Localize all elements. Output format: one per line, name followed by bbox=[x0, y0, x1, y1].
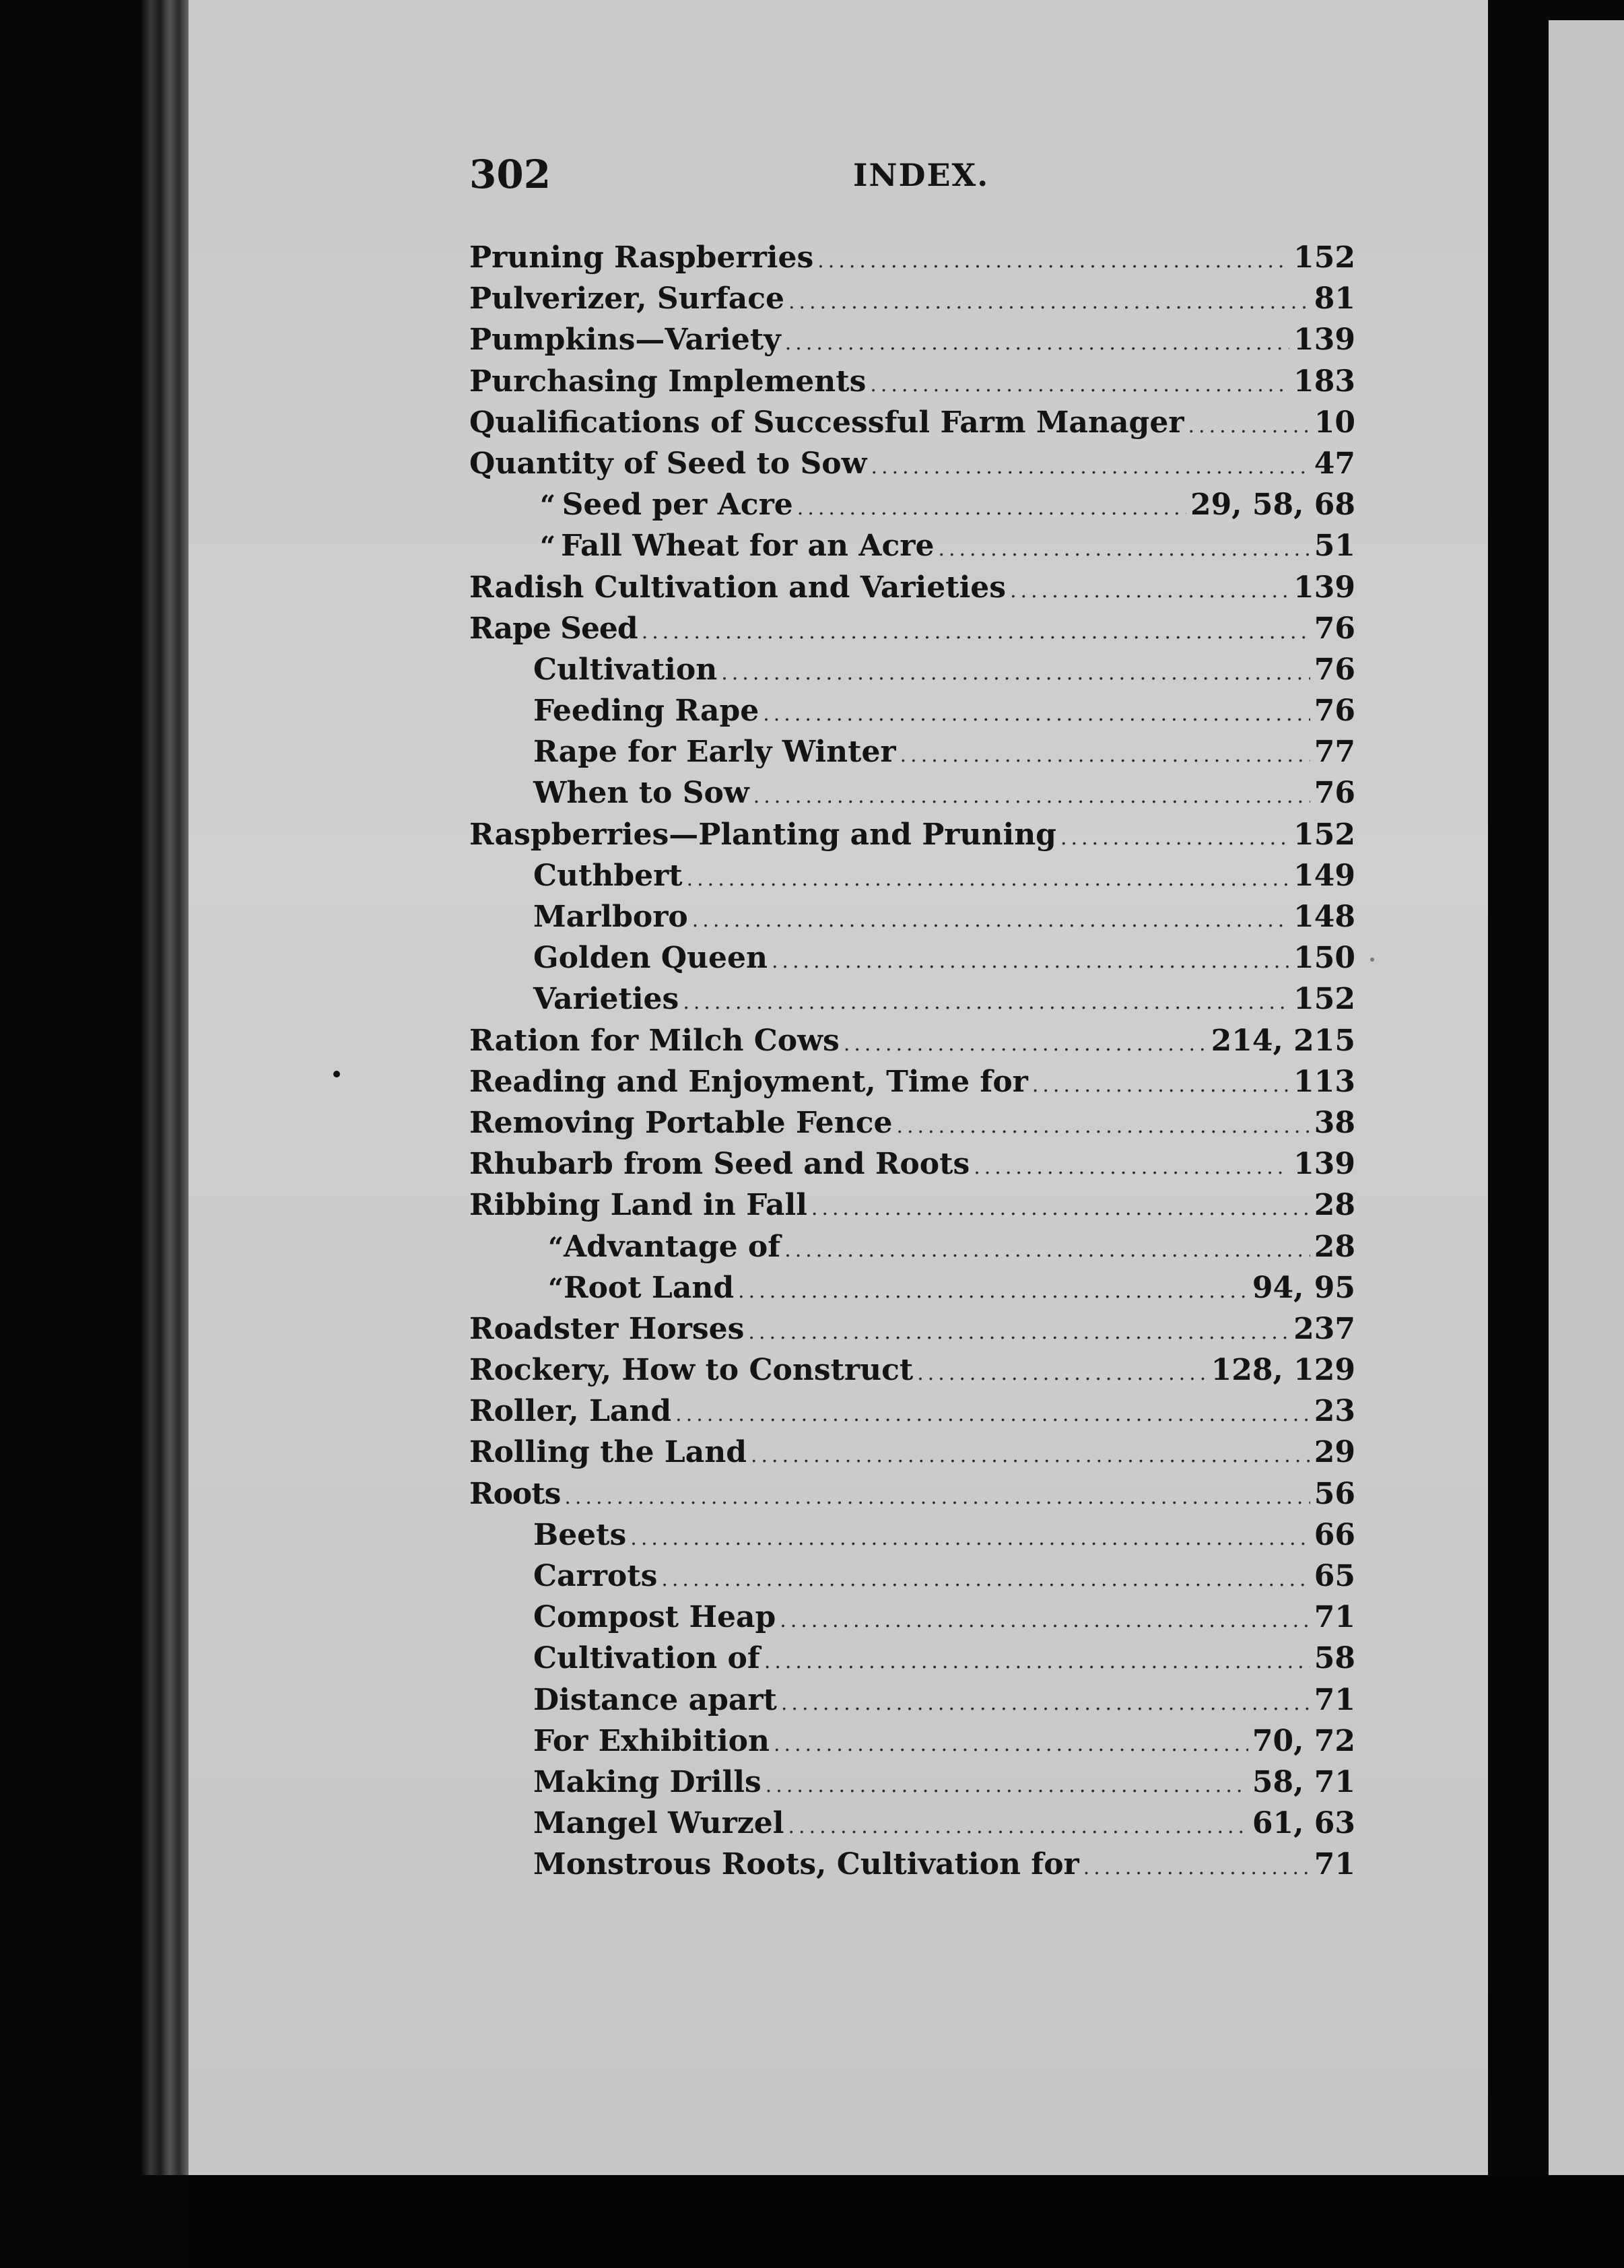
index-entry bbox=[469, 525, 1355, 566]
index-entry-pages: 76 bbox=[1314, 694, 1355, 729]
index-entry-pages: 10 bbox=[1314, 405, 1355, 440]
running-head: INDEX. bbox=[853, 157, 990, 193]
dot-leader bbox=[642, 611, 1310, 653]
index-entry-label: When to Sow bbox=[533, 776, 749, 811]
dot-leader bbox=[661, 1559, 1310, 1600]
ditto-mark: “ bbox=[548, 1231, 564, 1263]
index-entry-pages: 28 bbox=[1314, 1229, 1355, 1264]
index-entry bbox=[469, 278, 1355, 319]
index-entry-label: Compost Heap bbox=[533, 1600, 776, 1635]
index-entry bbox=[469, 1102, 1355, 1143]
index-entry-pages: 29 bbox=[1314, 1435, 1355, 1470]
index-entry-label: Monstrous Roots, Cultivation for bbox=[533, 1847, 1079, 1882]
index-entry-pages: 66 bbox=[1314, 1517, 1355, 1552]
dot-leader bbox=[753, 776, 1310, 817]
dot-leader bbox=[738, 1271, 1248, 1312]
index-entry-label: Pulverizer, Surface bbox=[469, 281, 785, 316]
index-entry-label: Ration for Milch Cows bbox=[469, 1023, 840, 1058]
ink-speck bbox=[1370, 958, 1374, 962]
dot-leader bbox=[870, 364, 1289, 405]
dot-leader bbox=[692, 900, 1289, 941]
dot-leader bbox=[781, 1683, 1310, 1724]
index-entry bbox=[469, 896, 1355, 937]
bottom-shadow bbox=[189, 2175, 1624, 2268]
index-entry bbox=[469, 1267, 1355, 1308]
index-entry-pages: 61, 63 bbox=[1252, 1806, 1355, 1841]
ditto-mark: “ bbox=[548, 1272, 564, 1304]
ink-speck bbox=[333, 1071, 340, 1077]
dot-leader bbox=[764, 1641, 1310, 1682]
index-entry bbox=[469, 1061, 1355, 1102]
book-binding-edge bbox=[141, 0, 189, 2175]
index-entry bbox=[469, 855, 1355, 896]
dot-leader bbox=[1083, 1847, 1310, 1888]
index-entry bbox=[469, 1185, 1355, 1226]
index-entry bbox=[469, 608, 1355, 649]
index-entry-label: Ribbing Land in Fall bbox=[469, 1188, 807, 1223]
index-entry bbox=[469, 1020, 1355, 1061]
index-entry-pages: 58 bbox=[1314, 1641, 1355, 1676]
index-entry-pages: 76 bbox=[1314, 776, 1355, 811]
dot-leader bbox=[974, 1147, 1289, 1188]
index-entry bbox=[469, 1308, 1355, 1349]
index-entry-pages: 76 bbox=[1314, 652, 1355, 687]
index-heading-label: Rape Seed bbox=[469, 611, 638, 646]
dot-leader bbox=[630, 1518, 1310, 1559]
dot-leader bbox=[687, 859, 1290, 900]
index-entry-pages: 71 bbox=[1314, 1847, 1355, 1882]
ditto-mark: “ bbox=[540, 531, 556, 563]
page-header bbox=[469, 152, 1358, 205]
index-entry-pages: 47 bbox=[1314, 446, 1355, 481]
index-entry-label: Roadster Horses bbox=[469, 1311, 745, 1346]
index-entry-pages: 56 bbox=[1314, 1476, 1355, 1511]
index-entry-label: Beets bbox=[533, 1517, 627, 1552]
index-heading-label: Roots bbox=[469, 1476, 561, 1511]
index-entry-label: Removing Portable Fence bbox=[469, 1105, 893, 1140]
index-entry bbox=[469, 1432, 1355, 1473]
index-entry-pages: 214, 215 bbox=[1211, 1023, 1355, 1058]
index-entry bbox=[469, 1638, 1355, 1679]
dot-leader bbox=[896, 1106, 1310, 1147]
index-entry-pages: 81 bbox=[1314, 281, 1355, 316]
index-entry-label: Rape for Early Winter bbox=[533, 735, 896, 770]
dot-leader bbox=[766, 1765, 1248, 1806]
page-number: 302 bbox=[469, 152, 551, 197]
dot-leader bbox=[772, 941, 1289, 982]
index-entry bbox=[469, 1762, 1355, 1803]
dot-leader bbox=[817, 240, 1289, 281]
dot-leader bbox=[1060, 818, 1289, 859]
index-entry bbox=[469, 1226, 1355, 1267]
index-entry-label: Rhubarb from Seed and Roots bbox=[469, 1147, 970, 1182]
index-entry-pages: 70, 72 bbox=[1252, 1723, 1355, 1758]
index-entry-pages: 71 bbox=[1314, 1600, 1355, 1635]
index-entry-pages: 139 bbox=[1293, 570, 1355, 605]
index-entry-pages: 237 bbox=[1293, 1311, 1355, 1346]
index-entry bbox=[469, 319, 1355, 360]
index-entry-pages: 71 bbox=[1314, 1682, 1355, 1717]
dot-leader bbox=[844, 1024, 1207, 1065]
index-entry-label: Cuthbert bbox=[533, 858, 683, 893]
dot-leader bbox=[675, 1394, 1310, 1435]
index-entry-label: Pruning Raspberries bbox=[469, 240, 814, 275]
index-entry-pages: 113 bbox=[1293, 1064, 1355, 1099]
dot-leader bbox=[871, 446, 1310, 488]
dot-leader bbox=[788, 281, 1310, 323]
index-entry-pages: 28 bbox=[1314, 1188, 1355, 1223]
index-entry-label: Rockery, How to Construct bbox=[469, 1353, 914, 1388]
index-entry bbox=[469, 1679, 1355, 1721]
index-entry-pages: 51 bbox=[1314, 529, 1355, 564]
index-entry-label: Making Drills bbox=[533, 1764, 762, 1799]
index-entry-label: Pumpkins—Variety bbox=[469, 323, 781, 358]
dot-leader bbox=[788, 1806, 1248, 1847]
index-entry-pages: 148 bbox=[1293, 900, 1355, 934]
dot-leader bbox=[1032, 1065, 1289, 1106]
index-entry-label: Golden Queen bbox=[533, 941, 768, 976]
index-entry bbox=[469, 237, 1355, 278]
index-entry-label: Raspberries—Planting and Pruning bbox=[469, 817, 1056, 852]
index-entry-label: Quantity of Seed to Sow bbox=[469, 446, 867, 481]
index-entry bbox=[469, 443, 1355, 484]
index-entry-pages: 58, 71 bbox=[1252, 1764, 1355, 1799]
index-entry bbox=[469, 937, 1355, 978]
index-entry-pages: 152 bbox=[1293, 817, 1355, 852]
index-entry-label: Advantage of bbox=[564, 1229, 781, 1264]
dot-leader bbox=[917, 1353, 1207, 1394]
index-entry-pages: 38 bbox=[1314, 1105, 1355, 1140]
index-entry-pages: 76 bbox=[1314, 611, 1355, 646]
dot-leader bbox=[938, 529, 1310, 570]
index-entry bbox=[469, 1556, 1355, 1597]
dot-leader bbox=[748, 1312, 1289, 1353]
dot-leader bbox=[1188, 405, 1310, 446]
index-entry-pages: 183 bbox=[1293, 364, 1355, 399]
index-entry-pages: 152 bbox=[1293, 240, 1355, 275]
index-entry bbox=[469, 1473, 1355, 1514]
index-entry-pages: 94, 95 bbox=[1252, 1270, 1355, 1305]
index-entry bbox=[469, 402, 1355, 443]
index-entry bbox=[469, 1391, 1355, 1432]
index-entry bbox=[469, 1597, 1355, 1638]
index-entry-label: Seed per Acre bbox=[562, 488, 793, 523]
dot-leader bbox=[1010, 570, 1289, 611]
index-entry bbox=[469, 731, 1355, 772]
dot-leader bbox=[797, 488, 1186, 529]
index-entry bbox=[469, 1514, 1355, 1556]
index-entry-label: Radish Cultivation and Varieties bbox=[469, 570, 1007, 605]
index-entry-pages: 150 bbox=[1293, 941, 1355, 976]
dot-leader bbox=[780, 1600, 1310, 1641]
index-entry bbox=[469, 978, 1355, 1020]
index-entry-pages: 152 bbox=[1293, 982, 1355, 1017]
index-entry-pages: 77 bbox=[1314, 735, 1355, 770]
index-entry-label: Roller, Land bbox=[469, 1394, 672, 1429]
dot-leader bbox=[774, 1724, 1248, 1765]
index-entry bbox=[469, 1143, 1355, 1185]
ditto-mark: “ bbox=[540, 490, 556, 522]
index-entry-label: Cultivation of bbox=[533, 1641, 760, 1676]
dot-leader bbox=[751, 1435, 1310, 1476]
index-entry-label: Marlboro bbox=[533, 900, 688, 934]
index-entry bbox=[469, 484, 1355, 525]
index-entry-label: Cultivation bbox=[533, 652, 718, 687]
index-entry-pages: 65 bbox=[1314, 1559, 1355, 1593]
index-entry bbox=[469, 567, 1355, 608]
dot-leader bbox=[785, 323, 1289, 364]
index-entry-pages: 139 bbox=[1293, 323, 1355, 358]
index-entry-label: Varieties bbox=[533, 982, 679, 1017]
dot-leader bbox=[721, 653, 1310, 694]
dot-leader bbox=[811, 1188, 1310, 1229]
index-entry-pages: 23 bbox=[1314, 1394, 1355, 1429]
index-entry-label: Fall Wheat for an Acre bbox=[561, 529, 935, 564]
index-entry-pages: 29, 58, 68 bbox=[1190, 488, 1355, 523]
index-entry bbox=[469, 1349, 1355, 1391]
index-entry-label: Feeding Rape bbox=[533, 694, 759, 729]
index-entry-label: For Exhibition bbox=[533, 1723, 770, 1758]
index-entry-label: Distance apart bbox=[533, 1682, 777, 1717]
index-entry-label: Root Land bbox=[564, 1270, 735, 1305]
index-entry bbox=[469, 1803, 1355, 1844]
dot-leader bbox=[683, 982, 1289, 1023]
index-entry bbox=[469, 772, 1355, 813]
index-entry-label: Reading and Enjoyment, Time for bbox=[469, 1064, 1028, 1099]
index-entry bbox=[469, 690, 1355, 731]
dot-leader bbox=[900, 735, 1310, 776]
index-entry bbox=[469, 1721, 1355, 1762]
index-list bbox=[469, 237, 1355, 1886]
dot-leader bbox=[763, 694, 1310, 735]
index-entry bbox=[469, 649, 1355, 690]
index-entry-label: Mangel Wurzel bbox=[533, 1806, 784, 1841]
index-entry bbox=[469, 361, 1355, 402]
dot-leader bbox=[564, 1477, 1310, 1518]
index-entry bbox=[469, 814, 1355, 855]
index-entry-pages: 139 bbox=[1293, 1147, 1355, 1182]
index-entry bbox=[469, 1844, 1355, 1885]
index-entry-label: Carrots bbox=[533, 1559, 658, 1593]
index-entry-label: Qualifications of Successful Farm Manager bbox=[469, 405, 1184, 440]
facing-page-edge bbox=[1549, 20, 1624, 2175]
index-entry-pages: 128, 129 bbox=[1211, 1353, 1355, 1388]
index-entry-label: Purchasing Implements bbox=[469, 364, 867, 399]
dot-leader bbox=[784, 1230, 1310, 1271]
index-entry-pages: 149 bbox=[1293, 858, 1355, 893]
index-entry-label: Rolling the Land bbox=[469, 1435, 747, 1470]
